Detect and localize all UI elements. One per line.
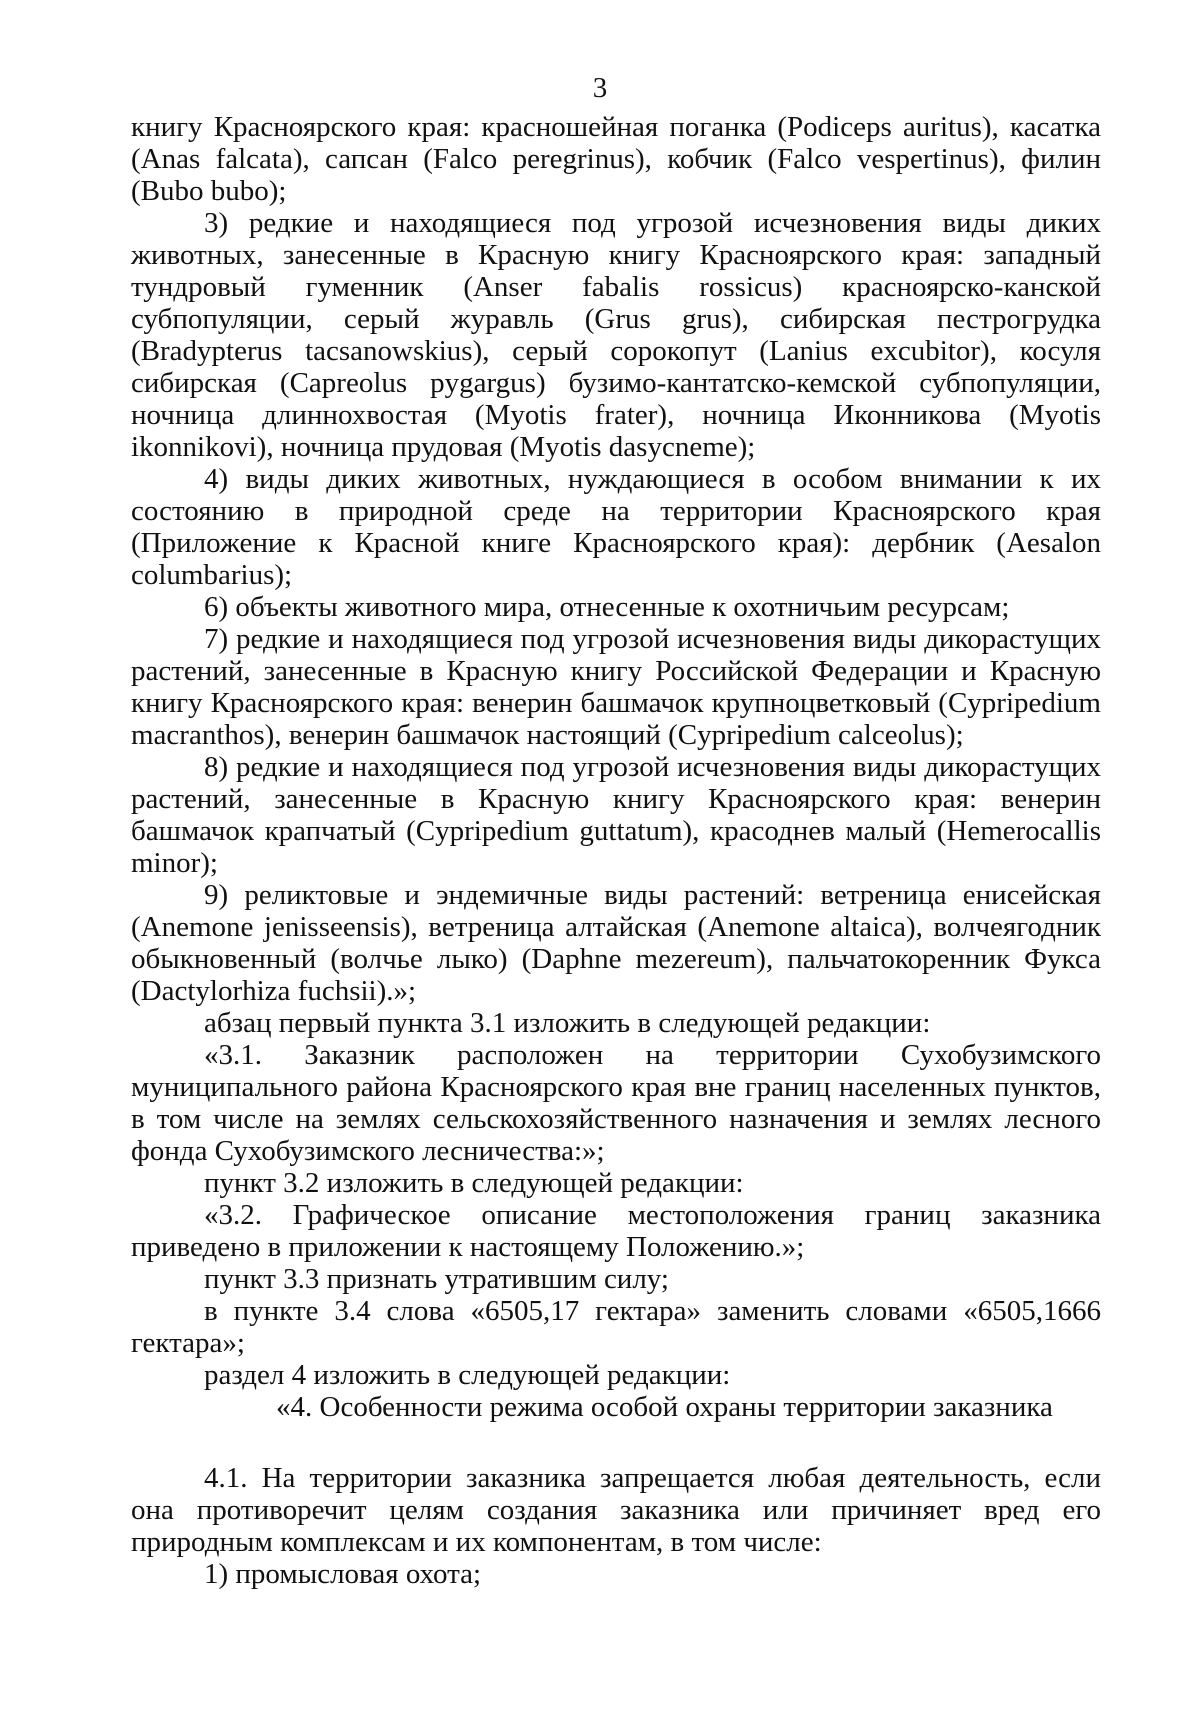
section-4-heading: «4. Особенности режима особой охраны территории заказника [276, 1391, 1053, 1423]
paragraph-clause-4-1: 4.1. На территории заказника запрещается любая деятельность, если она противоречит целям создания заказника или причиняет вред его природным комплексам и их компонентам, в том числе: [131, 1462, 1101, 1558]
paragraph-birds-continued: книгу Красноярского края: красношейная поганка (Podiceps auritus), касатка (Anas falcata), сапсан (Falco peregrinus), кобчик (Falco vespertinus), филин (Bubo bubo); [131, 111, 1101, 207]
paragraph-clause-3-2: «3.2. Графическое описание местоположения границ заказника приведено в приложении к настоящему Положению.»; [131, 1199, 1101, 1263]
paragraph-item-9-relict-plants: 9) реликтовые и эндемичные виды растений: ветреница енисейская (Anemone jenisseensis), ветреница алтайская (Anemone altaica), волчеягодник обыкновенный (волчье лыко) (Daphne mezereum), пальчатокоренник Фукса (Dactylorhiza fuchsii).»; [131, 879, 1101, 1007]
paragraph-item-3-rare-animals: 3) редкие и находящиеся под угрозой исчезновения виды диких животных, занесенные в Красную книгу Красноярского края: западный тундровый гуменник (Anser fabalis rossicus) красноярско-канской субпопуляции, серый журавль (Grus grus), сибирская пестрогрудка (Bradypterus tacsanowskius), серый сорокопут (Lanius excubitor), косуля сибирская (Capreolus pygargus) бузимо-кантатско-кемской субпопуляции, ночница длиннохвостая (Myotis frater), ночница Иконникова (Myotis ikonnikovi), ночница прудовая (Myotis dasycneme); [131, 207, 1101, 463]
paragraph-clause-3-4: в пункте 3.4 слова «6505,17 гектара» заменить словами «6505,1666 гектара»; [131, 1295, 1101, 1359]
paragraph-item-7-rare-plants: 7) редкие и находящиеся под угрозой исчезновения виды дикорастущих растений, занесенные в Красную книгу Российской Федерации и Красную книгу Красноярского края: венерин башмачок крупноцветковый (Cypripedium macranthos), венерин башмачок настоящий (Cypripedium calceolus); [131, 623, 1101, 751]
paragraph-clause-3-3: пункт 3.3 признать утратившим силу; [204, 1263, 669, 1295]
blank-line [131, 1423, 1101, 1462]
paragraph-amend-section-4: раздел 4 изложить в следующей редакции: [204, 1359, 731, 1391]
paragraph-amend-3-2: пункт 3.2 изложить в следующей редакции: [204, 1167, 744, 1199]
paragraph-clause-3-1: «3.1. Заказник расположен на территории Сухобузимского муниципального района Красноярского края вне границ населенных пунктов, в том числе на землях сельскохозяйственного назначения и землях лесного фонда Сухобузимского лесничества:»; [131, 1039, 1101, 1167]
paragraph-item-4-special-attention: 4) виды диких животных, нуждающиеся в особом внимании к их состоянию в природной среде на территории Красноярского края (Приложение к Красной книге Красноярского края): дербник (Aesalon columbarius); [131, 463, 1101, 591]
paragraph-item-8-rare-plants-regional: 8) редкие и находящиеся под угрозой исчезновения виды дикорастущих растений, занесенные в Красную книгу Красноярского края: венерин башмачок крапчатый (Cypripedium guttatum), красоднев малый (Hemerocallis minor); [131, 751, 1101, 879]
paragraph-amend-3-1: абзац первый пункта 3.1 изложить в следующей редакции: [204, 1007, 931, 1039]
paragraph-item-6-hunting-resources: 6) объекты животного мира, отнесенные к охотничьим ресурсам; [204, 591, 1010, 623]
page-number: 3 [592, 72, 608, 104]
document-body [131, 111, 1101, 1590]
paragraph-item-1-commercial-hunting: 1) промысловая охота; [204, 1558, 482, 1590]
